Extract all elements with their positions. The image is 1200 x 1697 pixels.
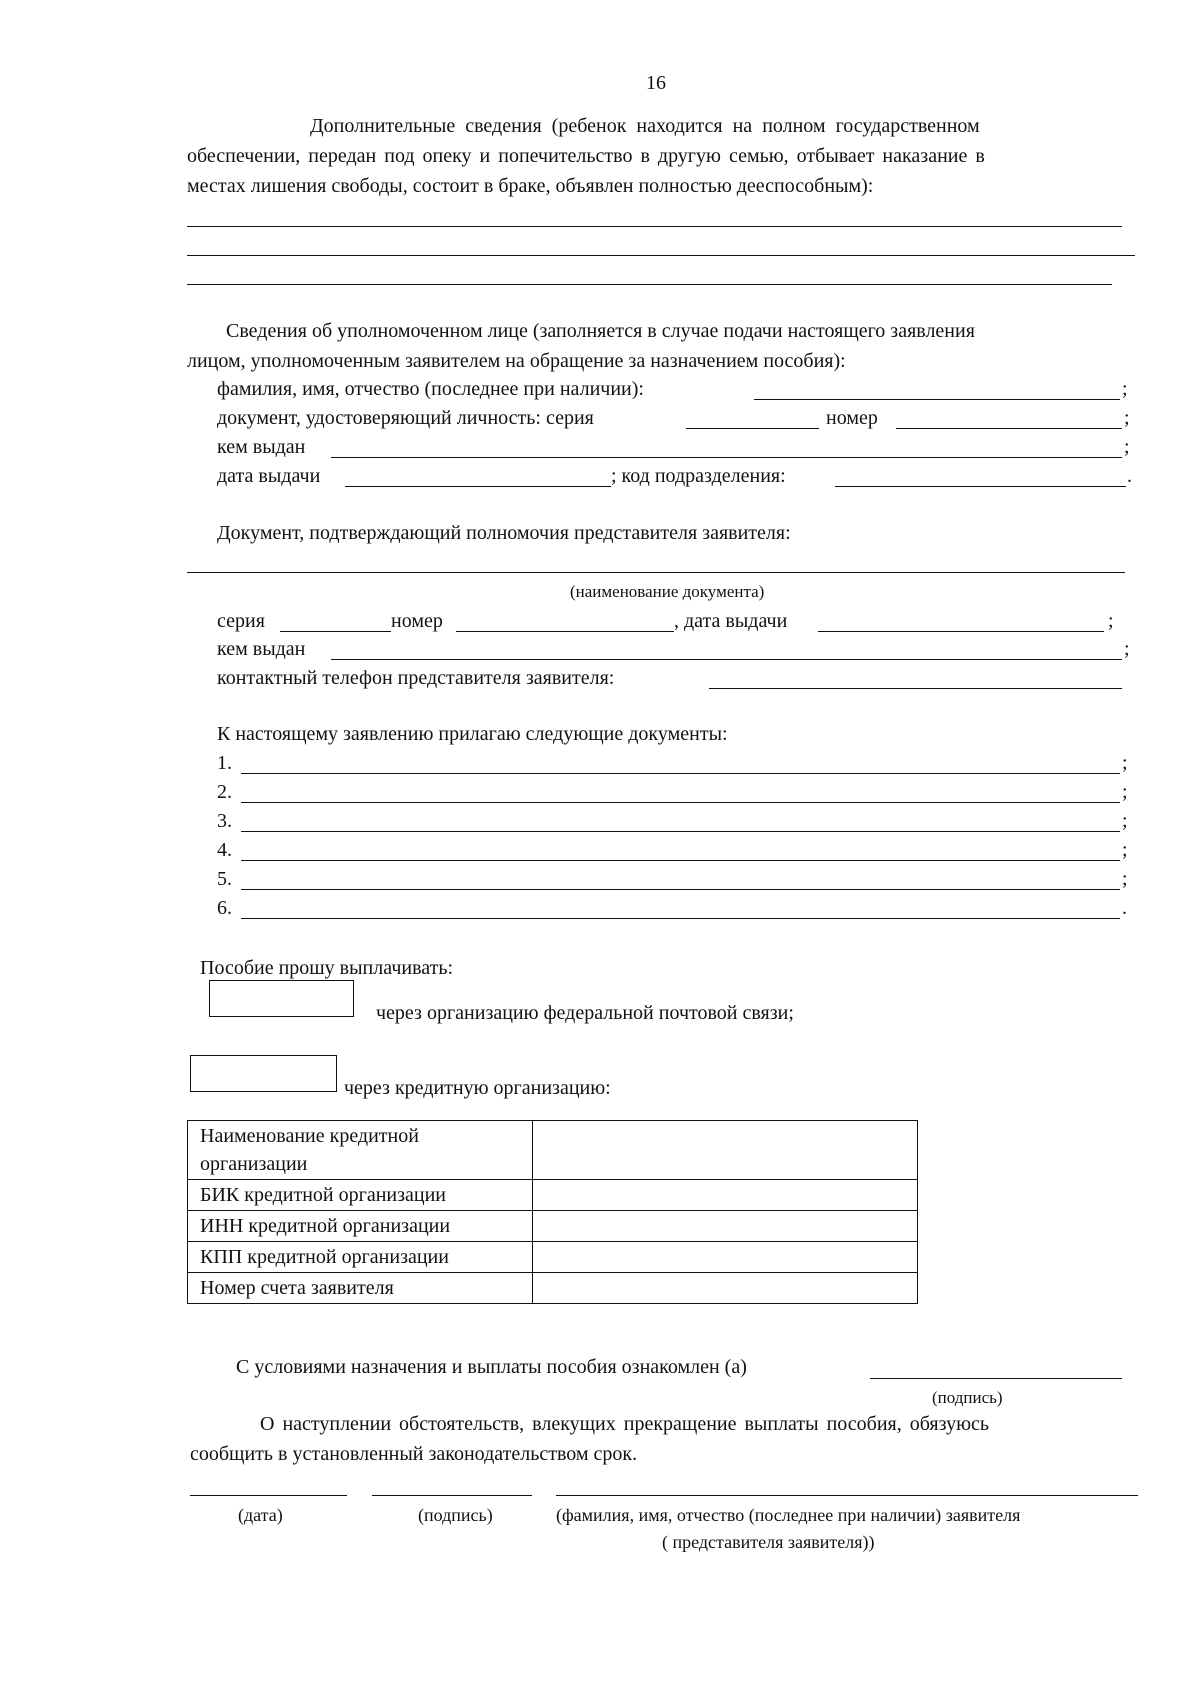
signature-field[interactable]	[372, 1495, 532, 1496]
issue-date-field[interactable]	[345, 486, 611, 487]
date-field[interactable]	[190, 1495, 347, 1496]
signature-caption: (подпись)	[418, 1505, 493, 1525]
account-number-value[interactable]	[533, 1273, 918, 1304]
additional-info-line-3: местах лишения свободы, состоит в браке, объявлен полностью дееспособным):	[187, 175, 874, 197]
inn-value[interactable]	[533, 1211, 918, 1242]
post-option-checkbox[interactable]	[209, 980, 354, 1017]
date-caption: (дата)	[238, 1505, 283, 1525]
additional-info-line-2: обеспечении, передан под опеку и попечительство в другую семью, отбывает наказание в	[187, 145, 985, 167]
attachments-title: К настоящему заявлению прилагаю следующие документы:	[217, 723, 728, 745]
division-code-field[interactable]	[835, 486, 1126, 487]
attachment-field-6[interactable]	[241, 918, 1120, 919]
kpp-value[interactable]	[533, 1242, 918, 1273]
table-row	[188, 1211, 918, 1242]
rep-number-label: номер	[391, 610, 443, 632]
issue-date-label: дата выдачи	[217, 465, 321, 487]
bik-value[interactable]	[533, 1180, 918, 1211]
id-doc-semicolon: ;	[1124, 407, 1130, 429]
attachment-number: 2.	[217, 781, 232, 803]
attachment-field-2[interactable]	[241, 802, 1120, 803]
payment-title: Пособие прошу выплачивать:	[200, 957, 454, 979]
attachment-semicolon: ;	[1122, 868, 1128, 890]
authorized-person-intro-1: Сведения об уполномоченном лице (заполняется в случае подачи настоящего заявления	[226, 320, 975, 342]
rep-phone-label: контактный телефон представителя заявителя:	[217, 667, 615, 689]
representative-doc-name-field[interactable]	[187, 572, 1125, 573]
rep-phone-field[interactable]	[709, 688, 1122, 689]
fio-label: фамилия, имя, отчество (последнее при наличии):	[217, 378, 644, 400]
bank-option-label: через кредитную организацию:	[344, 1077, 611, 1099]
table-row	[188, 1121, 918, 1180]
representative-doc-caption: (наименование документа)	[570, 582, 765, 601]
id-doc-series-label: документ, удостоверяющий личность: серия	[217, 407, 594, 429]
rep-issued-by-semicolon: ;	[1124, 638, 1130, 660]
inn-label: ИНН кредитной организации	[188, 1211, 533, 1242]
bank-option-checkbox[interactable]	[190, 1055, 337, 1092]
attachment-number: 5.	[217, 868, 232, 890]
rep-series-field[interactable]	[280, 631, 391, 632]
additional-info-blank-2[interactable]	[187, 255, 1135, 256]
additional-info-blank-1[interactable]	[187, 226, 1122, 227]
issued-by-field[interactable]	[331, 457, 1122, 458]
bik-label: БИК кредитной организации	[188, 1180, 533, 1211]
obligation-line-2: сообщить в установленный законодательством срок.	[190, 1443, 638, 1465]
bank-name-label: Наименование кредитной организации	[188, 1121, 533, 1180]
division-code-label: ; код подразделения:	[611, 465, 786, 487]
rep-number-field[interactable]	[456, 631, 674, 632]
post-option-label: через организацию федеральной почтовой связи;	[376, 1002, 794, 1024]
attachment-period: .	[1122, 897, 1127, 919]
obligation-line-1: О наступлении обстоятельств, влекущих прекращение выплаты пособия, обязуюсь	[260, 1413, 990, 1435]
rep-series-label: серия	[217, 610, 265, 632]
additional-info-blank-3[interactable]	[187, 284, 1112, 285]
fio-semicolon: ;	[1122, 378, 1128, 400]
acknowledgement-signature-caption: (подпись)	[932, 1388, 1003, 1407]
attachment-field-5[interactable]	[241, 889, 1120, 890]
table-row	[188, 1180, 918, 1211]
table-row	[188, 1242, 918, 1273]
id-doc-series-field[interactable]	[686, 428, 819, 429]
id-doc-number-field[interactable]	[896, 428, 1122, 429]
attachment-number: 3.	[217, 810, 232, 832]
attachment-semicolon: ;	[1122, 752, 1128, 774]
rep-date-semicolon: ;	[1108, 610, 1114, 632]
bank-name-value[interactable]	[533, 1121, 918, 1180]
attachment-number: 6.	[217, 897, 232, 919]
authorized-person-intro-2: лицом, уполномоченным заявителем на обращение за назначением пособия):	[187, 350, 846, 372]
representative-doc-title: Документ, подтверждающий полномочия представителя заявителя:	[217, 522, 791, 544]
attachment-semicolon: ;	[1122, 839, 1128, 861]
full-name-field[interactable]	[556, 1495, 1138, 1496]
attachment-number: 4.	[217, 839, 232, 861]
full-name-caption-1: (фамилия, имя, отчество (последнее при наличии) заявителя	[556, 1505, 1021, 1525]
page-number: 16	[646, 72, 666, 94]
rep-date-field[interactable]	[818, 631, 1104, 632]
rep-date-label: , дата выдачи	[674, 610, 788, 632]
kpp-label: КПП кредитной организации	[188, 1242, 533, 1273]
additional-info-line-1: Дополнительные сведения (ребенок находится на полном государственном	[310, 115, 980, 137]
fio-field[interactable]	[754, 399, 1120, 400]
issued-by-label: кем выдан	[217, 436, 306, 458]
account-number-label: Номер счета заявителя	[188, 1273, 533, 1304]
attachment-field-4[interactable]	[241, 860, 1120, 861]
attachment-number: 1.	[217, 752, 232, 774]
table-row	[188, 1273, 918, 1304]
acknowledgement-signature-field[interactable]	[870, 1378, 1122, 1379]
id-doc-number-label: номер	[826, 407, 878, 429]
attachment-field-1[interactable]	[241, 773, 1120, 774]
bank-details-table	[187, 1120, 918, 1304]
acknowledgement-text: С условиями назначения и выплаты пособия ознакомлен (а)	[236, 1356, 747, 1378]
full-name-caption-2: ( представителя заявителя))	[662, 1532, 875, 1552]
rep-issued-by-label: кем выдан	[217, 638, 306, 660]
issued-by-semicolon: ;	[1124, 436, 1130, 458]
attachment-field-3[interactable]	[241, 831, 1120, 832]
attachment-semicolon: ;	[1122, 810, 1128, 832]
rep-issued-by-field[interactable]	[331, 659, 1122, 660]
attachment-semicolon: ;	[1122, 781, 1128, 803]
division-code-period: .	[1127, 465, 1132, 487]
